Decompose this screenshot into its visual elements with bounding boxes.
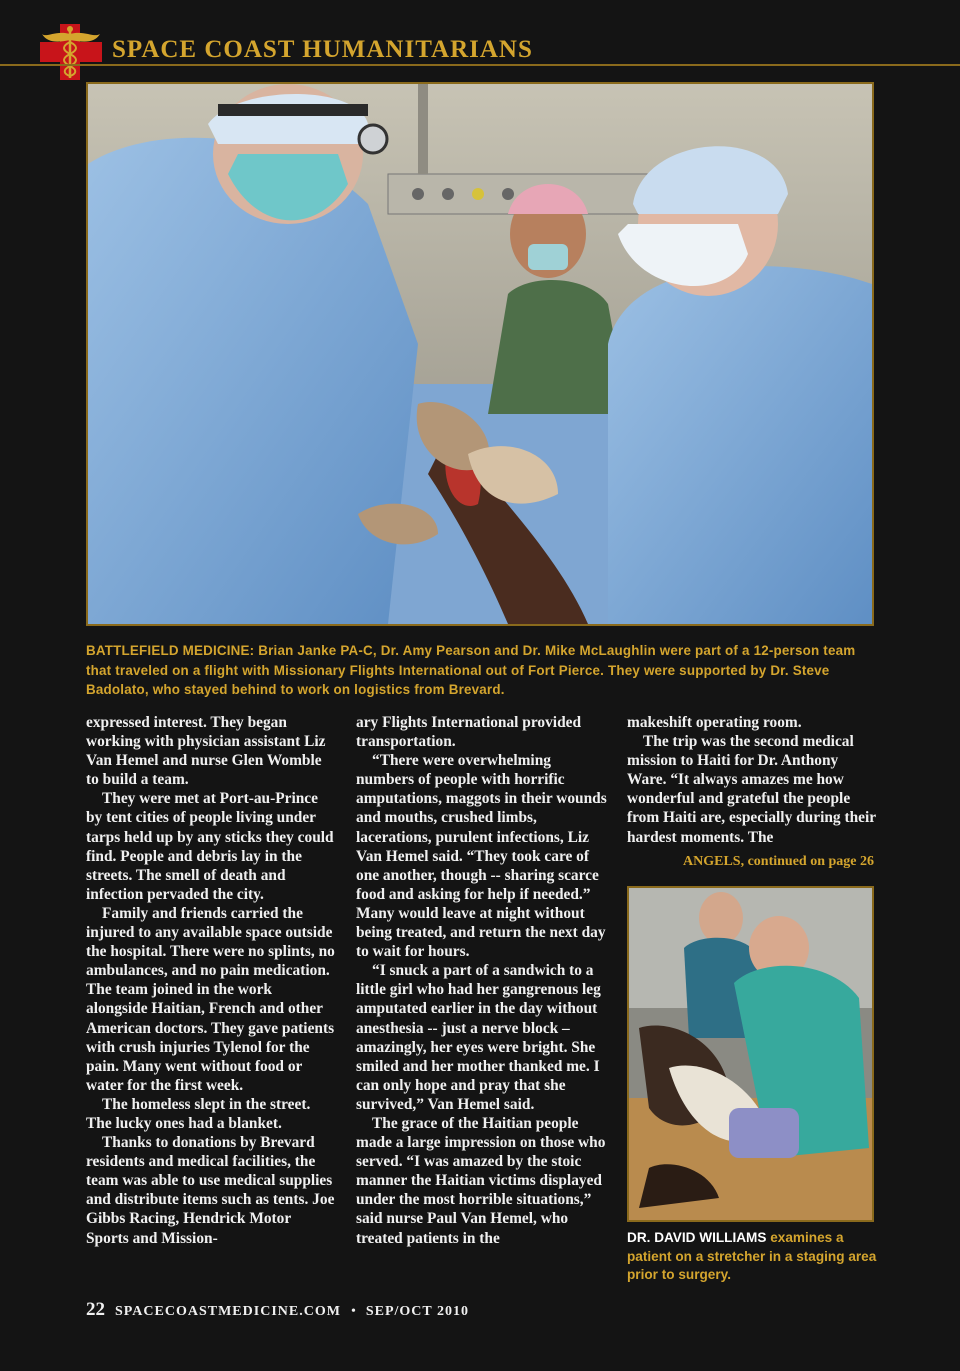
- page-footer: [86, 1299, 469, 1321]
- paragraph: The grace of the Haitian people made a large impression on those who served. “I was amazed by the stoic manner the Haitian victims displayed under the most horrible situations,” said nurse Paul Van Hemel, who treated patients in the: [356, 1114, 606, 1247]
- paragraph: “I snuck a part of a sandwich to a little girl who had her gangrenous leg amputated earlier in the day without anesthesia -- just a nerve block – amazingly, her eyes were bright. She smiled and her mother thanked me. I can only hope and pray that she survived,” Van Hemel said.: [356, 962, 601, 1113]
- caption-body: Brian Janke PA-C, Dr. Amy Pearson and Dr. Mike McLaughlin were part of a 12-person team that traveled on a flight with Missionary Flights International out of Fort Pierce. They were supported by Dr. Steve Badolato, who stayed behind to work on logistics from Brevard.: [86, 643, 856, 697]
- paragraph: expressed interest. They began working with physician assistant Liz Van Hemel and nurse Glen Womble to build a team.: [86, 714, 326, 789]
- header-rule: [0, 64, 960, 66]
- secondary-photo-staging: [627, 886, 874, 1222]
- page-header: [0, 0, 960, 80]
- caption-name: DR. DAVID WILLIAMS: [627, 1230, 767, 1245]
- paragraph: “There were overwhelming numbers of people with horrific amputations, maggots in their wounds and mouths, crushed limbs, lacerations, purulent infections, Liz Van Hemel said. “They took care of one another, though -- sharing scarce food and asking for help if needed.” Many would leave at night without being treated, and return the next day to wait for hours.: [356, 752, 607, 961]
- main-photo-caption: [86, 641, 876, 700]
- continued-jump-line: ANGELS, continued on page 26: [683, 854, 874, 869]
- issue-date: SEP/OCT 2010: [365, 1304, 469, 1319]
- paragraph: ary Flights International provided transportation.: [356, 714, 582, 751]
- article-column-1: [86, 713, 336, 1248]
- staging-area-illustration: [629, 888, 872, 1220]
- article-column-3: [627, 713, 877, 847]
- paragraph: They were met at Port-au-Prince by tent cities of people living under tarps held up by any sticks they could find. People and debris lay in the streets. The smell of death and infection pervaded the city.: [86, 790, 334, 903]
- footer-separator: •: [350, 1304, 356, 1319]
- paragraph: makeshift operating room.: [627, 714, 802, 731]
- caption-body: examines a patient on a stretcher in a staging area prior to surgery.: [627, 1230, 877, 1283]
- site-name: SPACECOASTMEDICINE.COM: [115, 1304, 341, 1319]
- surgery-illustration: [88, 84, 872, 624]
- section-title: SPACE COAST HUMANITARIANS: [112, 36, 533, 63]
- main-photo-surgery: [86, 82, 874, 626]
- paragraph: The trip was the second medical mission to Haiti for Dr. Anthony Ware. “It always amazes me how wonderful and grateful the people from Haiti are, especially during their hardest moments. The: [627, 733, 876, 846]
- secondary-photo-caption: [627, 1229, 877, 1285]
- paragraph: Thanks to donations by Brevard residents and medical facilities, the team was able to use medical supplies and distribute items such as tents. Joe Gibbs Racing, Hendrick Motor Sports and Mission-: [86, 1134, 335, 1247]
- caption-lead: BATTLEFIELD MEDICINE:: [86, 643, 255, 658]
- article-column-2: [356, 713, 608, 1248]
- paragraph: Family and friends carried the injured to any available space outside the hospital. There were no splints, no ambulances, and no pain medication. The team joined in the work alongside Haitian, French and other American doctors. They gave patients with crush injuries Tylenol for the pain. Many went without food or water for the first week.: [86, 904, 335, 1094]
- caduceus-red-cross-icon: [38, 22, 104, 82]
- paragraph: The homeless slept in the street. The lucky ones had a blanket.: [86, 1095, 311, 1132]
- page-number: 22: [86, 1299, 105, 1320]
